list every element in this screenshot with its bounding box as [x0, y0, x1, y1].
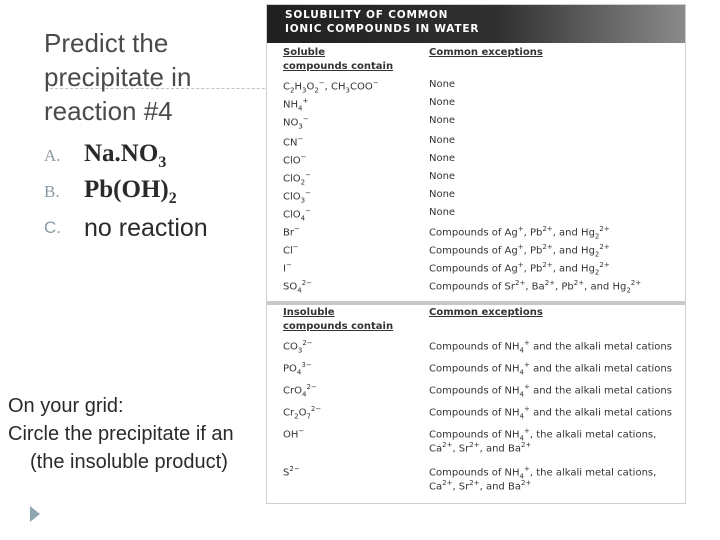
note-line: (the insoluble product) — [30, 451, 228, 473]
choice-text: no reaction — [84, 213, 208, 242]
choice-letter: A. — [44, 146, 61, 165]
note-line: Circle the precipitate if an — [8, 423, 234, 445]
answer-choices — [44, 138, 208, 246]
soluble-column-heading: compounds contain — [283, 61, 394, 72]
insoluble-column-heading: Insoluble — [283, 307, 335, 318]
table-title-line: SOLUBILITY OF COMMON — [285, 9, 449, 21]
choice-text: $Pb(OH)_2$ — [84, 176, 177, 207]
choice-c[interactable] — [44, 210, 208, 246]
table-title-line: IONIC COMPOUNDS IN WATER — [285, 23, 480, 35]
section-divider — [267, 301, 685, 305]
choice-b[interactable] — [44, 174, 208, 210]
slide-title: Predict the precipitate in reaction #4 — [44, 28, 192, 126]
table-header — [267, 5, 685, 43]
exceptions-column-heading: Common exceptions — [429, 307, 543, 318]
choice-letter: C. — [44, 218, 61, 237]
insoluble-column-heading: compounds contain — [283, 321, 394, 332]
choice-text: $Na.NO_3$ — [84, 140, 167, 171]
soluble-column-heading: Soluble — [283, 47, 325, 58]
choice-a[interactable] — [44, 138, 208, 174]
next-slide-arrow-icon[interactable] — [30, 506, 40, 522]
solubility-table: SOLUBILITY OF COMMON IONIC COMPOUNDS IN WATER Soluble compounds contain Common exceptions $C_2H_3O_2^-$, $CH_3COO^-$ None $NH_4^+$ None $NO_3^-$ None CN− None ClO− None ClO$_2$− None ClO$_3$− None ClO$_4$− None Br− Compounds of Ag+, $Pb^{2+}$, and $Hg_2^{2+}$ Cl− Compounds of Ag+, $Pb^{2+}$, and $Hg_2^{2+}$ I− Compounds of Ag+, $Pb^{2+}$, and $Hg_2^{2+}$ $SO_4^{2-}$ Compounds of $Sr^{2+}$, $Ba^{2+}$, $Pb^{2+}$, and $Hg_2^{2+}$ Insoluble compounds contain Common exceptions $CO_3^{2-}$ Compounds of $NH_4^+$ and the alkali metal cations $PO_4^{3-}$ Compounds of $NH_4^+$ and the alkali metal cations CrO$_4^{2-}$ Compounds of $NH_4^+$ and the alkali metal cations $Cr_2O_7^{2-}$ Compounds of $NH_4^+$ and the alkali metal cations OH− Compounds of $NH_4^+$, the alkali metal cations, $Ca^{2+}$, $Sr^{2+}$, and $Ba^{2+}$ $S^{2-}$ Compounds of $NH_4^+$, the alkali metal cations, $Ca^{2+}$, $Sr^{2+}$, and $Ba^{2+}$ — [266, 4, 686, 504]
exceptions-column-heading: Common exceptions — [429, 47, 543, 58]
note-line: On your grid: — [8, 395, 124, 417]
grid-instructions — [8, 392, 234, 476]
choice-letter: B. — [44, 182, 60, 201]
